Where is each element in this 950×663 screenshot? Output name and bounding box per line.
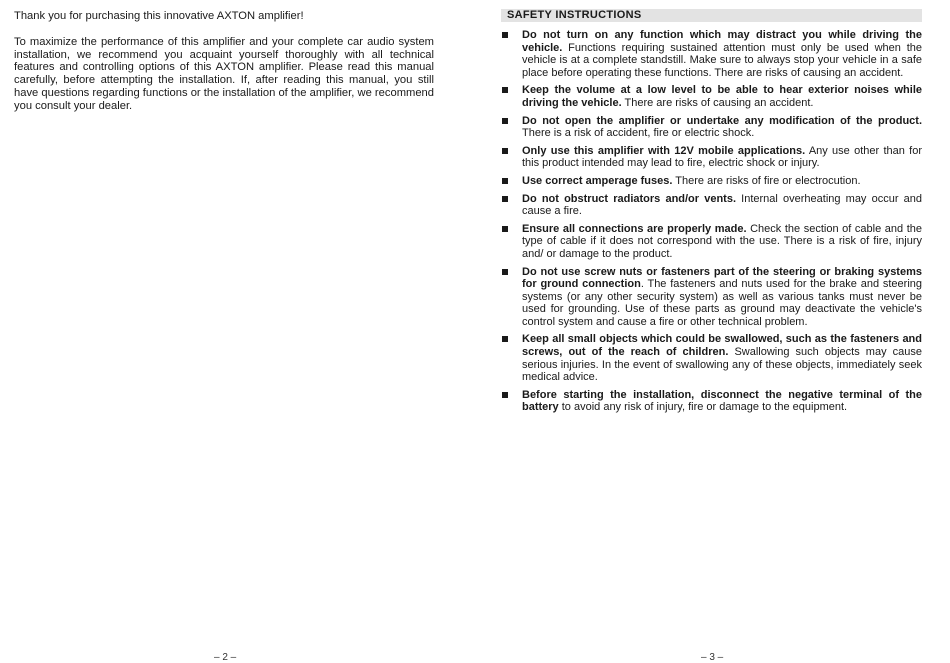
safety-item-heading: Before starting the installation, disconnect the negative terminal of the battery [522,388,922,414]
intro-paragraph: To maximize the performance of this amplifier and your complete car audio system installation, we recommend you acquaint yourself thoroughly with all technical features and controlling options of this AXTON amplifier. Please read this manual carefully, before attempting the installation. If, after reading this manual, you still have questions regarding functions or the installation of the amplifier, we recommend you consult your dealer. [14,36,434,112]
safety-item [501,145,922,170]
square-bullet-icon [502,336,508,342]
safety-item-text: There are risks of causing an accident. [621,96,814,109]
safety-item [501,115,922,140]
page-number-right: – 3 – [701,652,724,663]
safety-item [501,84,922,109]
safety-item-heading: Do not obstruct radiators and/or vents. [522,192,737,205]
safety-item-heading: Do not turn on any function which may distract you while driving the vehicle. [522,29,922,54]
safety-item-heading: Use correct amperage fuses. [522,174,673,187]
safety-item [501,193,922,218]
safety-item-heading: Ensure all connections are properly made. [522,222,747,235]
square-bullet-icon [502,269,508,275]
square-bullet-icon [502,392,508,398]
safety-item [501,389,922,414]
square-bullet-icon [502,148,508,154]
safety-item [501,175,922,188]
safety-item-heading: Do not open the amplifier or undertake any modification of the product. [522,114,922,127]
square-bullet-icon [502,226,508,232]
safety-item-heading: Only use this amplifier with 12V mobile applications. [522,144,806,157]
thanks-text: Thank you for purchasing this innovative AXTON amplifier! [14,10,304,22]
safety-item [501,223,922,261]
page-number-left: – 2 – [214,652,237,663]
left-page [14,10,434,112]
safety-item-heading: Keep the volume at a low level to be able to hear exterior noises while driving the vehicle. [522,84,922,109]
safety-item [501,333,922,383]
square-bullet-icon [502,118,508,124]
safety-item-text: Swallowing such objects may cause serious injuries. In the event of swallowing any of these objects, immediately seek medical advice. [522,346,922,384]
safety-item-text: Internal overheating may occur and cause a fire. [522,192,922,218]
safety-item-text: There are risks of fire or electrocution. [672,174,861,187]
right-page [501,9,922,419]
safety-item-text: There is a risk of accident, fire or electric shock. [522,127,755,140]
safety-item-text: Check the section of cable and the type of cable if it does not correspond with the use. There is a risk of fire, injury and/ or damage to the product. [522,222,922,260]
safety-item [501,29,922,79]
safety-item-text: Functions requiring sustained attention must only be used when the vehicle is at a complete standstill. Make sure to always stop your vehicle in a safe place before operating these functions. There are risks of causing an accident. [522,41,922,79]
safety-instructions-header: SAFETY INSTRUCTIONS [501,9,922,22]
safety-item [501,266,922,329]
safety-item-text: . The fasteners and nuts used for the brake and steering systems (or any other security system) as well as various tanks must never be used for grounding. Use of these parts as ground may deactivate the vehicle's control system and cause a fire or other technical problem. [522,278,922,328]
square-bullet-icon [502,32,508,38]
square-bullet-icon [502,196,508,202]
safety-item-text: Any use other than for this product intended may lead to fire, electric shock or injury. [522,144,922,170]
square-bullet-icon [502,178,508,184]
safety-item-text: to avoid any risk of injury, fire or damage to the equipment. [558,401,848,414]
safety-item-heading: Keep all small objects which could be swallowed, such as the fasteners and screws, out of the reach of children. [522,333,922,359]
safety-list [501,29,922,414]
square-bullet-icon [502,87,508,93]
safety-item-heading: Do not use screw nuts or fasteners part of the steering or braking systems for ground connection [522,265,922,291]
